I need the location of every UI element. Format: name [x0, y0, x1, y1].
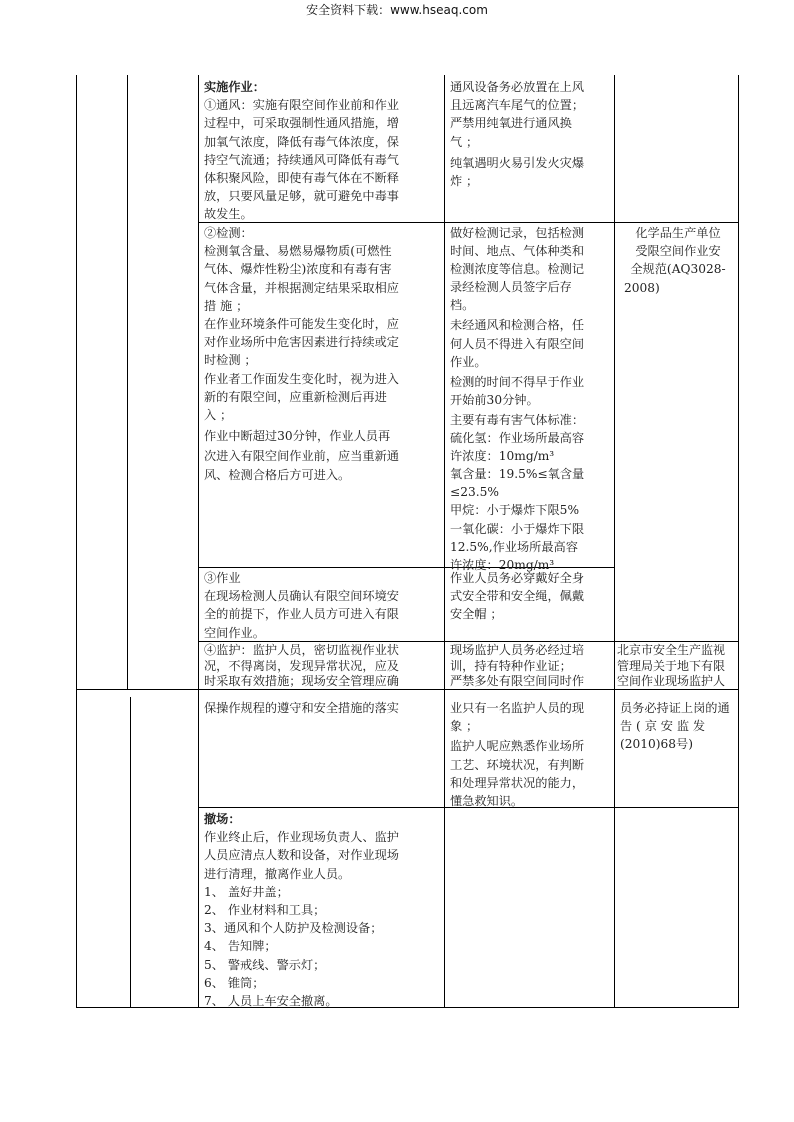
text-line: 检测的时间不得早于作业 — [450, 374, 585, 389]
text-line: 空间作业。 — [204, 625, 265, 640]
monitoring-basis-cont-cell — [620, 699, 736, 754]
text-line: 检测浓度等信息。检测记 — [450, 262, 585, 277]
text-line: 对作业场所中危害因素进行持续或定 — [204, 335, 399, 350]
grid-line — [130, 697, 131, 1008]
text-line: 时检测 ； — [204, 353, 257, 368]
text-line: 措 施 ； — [204, 298, 249, 313]
text-line: 监护人呢应熟悉作业场所 — [450, 739, 585, 754]
text-line: 作业中断超过30分钟，作业人员再 — [204, 429, 391, 444]
text-line: 在作业环境条件可能发生变化时，应 — [204, 317, 399, 332]
text-line: 作业。 — [450, 354, 487, 369]
operation-procedure-cell — [204, 569, 442, 642]
text-line: (2010)68号) — [620, 737, 693, 752]
monitoring-procedure-cont-cell — [204, 699, 442, 717]
text-line: 式安全带和安全绳，佩戴 — [450, 589, 585, 604]
text-line: 通风设备务必放置在上风 — [450, 80, 585, 94]
detection-requirements-cell — [450, 224, 612, 574]
text-line: 化学品生产单位 — [635, 226, 721, 240]
text-line: 时间、地点、气体种类和 — [450, 244, 585, 259]
text-line: 硫化氢：作业场所最高容 — [450, 431, 585, 446]
text-line: 全规范(AQ3028- — [630, 262, 726, 277]
text-line: 3、通风和个人防护及检测设备； — [204, 921, 383, 936]
text-line: 纯氧遇明火易引发火灾爆 — [450, 155, 585, 170]
monitoring-requirements-cell — [450, 643, 612, 689]
grid-line — [444, 689, 445, 1008]
text-line: ①通风：实施有限空间作业前和作业 — [204, 98, 399, 113]
text-line: 气 ； — [450, 134, 479, 149]
monitoring-basis-cell — [617, 643, 737, 689]
text-line: 训，持有特种作业证； — [450, 658, 572, 673]
grid-line — [76, 75, 77, 689]
grid-line — [127, 75, 128, 689]
text-line: 新的有限空间，应重新检测后再进 — [204, 389, 387, 404]
text-line: 在现场检测人员确认有限空间环境安 — [204, 589, 399, 604]
text-line: 检测氧含量、易燃易爆物质(可燃性 — [204, 244, 392, 259]
text-line: 进行清理，撤离作业人员。 — [204, 866, 351, 881]
text-line: 开始前30分钟。 — [450, 392, 539, 407]
grid-line — [444, 75, 445, 689]
text-line: 且远离汽车尾气的位置； — [450, 98, 585, 113]
text-line: 员务必持证上岗的通 — [620, 701, 730, 715]
monitoring-procedure-cell — [204, 643, 442, 689]
text-line: ④监护：监护人员，密切监视作业状 — [204, 643, 399, 657]
text-line: 全的前提下，作业人员方可进入有限 — [204, 607, 399, 622]
text-line: 录经检测人员签字后存 — [450, 280, 572, 295]
text-line: 2008) — [624, 280, 660, 295]
text-line: 体积聚风险，即使有毒气体在不断释 — [204, 171, 399, 186]
text-line: 时采取有效措施；现场安全管理应确 — [204, 674, 399, 688]
text-line: 炸 ； — [450, 174, 479, 189]
text-line: 许浓度：10mg/m³ — [450, 449, 555, 464]
text-line: 一氧化碳：小于爆炸下限 — [450, 521, 585, 536]
text-line: 懂急救知识。 — [450, 794, 524, 809]
grid-line — [76, 689, 739, 690]
grid-line — [614, 689, 615, 1008]
text-line: 管理局关于地下有限 — [617, 658, 726, 673]
text-line: 许浓度：20mg/m³ — [450, 557, 555, 572]
text-line: 2、 作业材料和工具； — [204, 903, 326, 918]
withdrawal-procedure-cell — [204, 810, 442, 1010]
text-line: 风、检测合格后方可进入。 — [204, 467, 351, 482]
ventilation-title: 实施作业： — [204, 80, 265, 94]
ventilation-requirements-cell — [450, 78, 612, 190]
text-line: 安全帽 ； — [450, 607, 503, 622]
text-line: 加氧气浓度，降低有毒气体浓度，保 — [204, 134, 399, 149]
text-line: 未经通风和检测合格，任 — [450, 318, 585, 333]
text-line: 气体、爆炸性粉尘)浓度和有毒有害 — [204, 262, 392, 277]
text-line: 工艺、环境状况，有判断 — [450, 757, 585, 772]
text-line: 4、 告知牌； — [204, 939, 277, 954]
page-header: 安全资料下载：www.hseaq.com — [306, 3, 488, 17]
withdrawal-title: 撤场： — [204, 812, 241, 826]
text-line: 故发生。 — [204, 207, 253, 222]
text-line: 和处理异常状况的能力， — [450, 775, 585, 790]
text-line: 持空气流通；持续通风可降低有毒气 — [204, 152, 399, 167]
operation-requirements-cell — [450, 569, 612, 624]
text-line: 何人员不得进入有限空间 — [450, 336, 585, 351]
text-line: 告 ( 京 安 监 发 — [620, 719, 706, 734]
text-line: 业只有一名监护人员的现 — [450, 701, 585, 715]
grid-line — [738, 75, 739, 689]
grid-line — [614, 75, 615, 689]
text-line: 人员应清点人数和设备，对作业现场 — [204, 848, 399, 863]
text-line: 5、 警戒线、警示灯； — [204, 957, 326, 972]
text-line: 现场监护人员务必经过培 — [450, 643, 585, 657]
text-line: 放，只要风量足够，就可避免中毒事 — [204, 189, 399, 204]
grid-line — [198, 75, 199, 689]
text-line: 档。 — [450, 298, 475, 313]
text-line: 空间作业现场监护人 — [617, 674, 726, 688]
text-line: 作业者工作面发生变化时，视为进入 — [204, 371, 399, 386]
detection-basis-cell — [620, 224, 736, 297]
text-line: 作业人员务必穿戴好全身 — [450, 571, 585, 585]
text-line: 12.5%,作业场所最高容 — [450, 539, 578, 554]
monitoring-requirements-cont-cell — [450, 699, 612, 810]
text-line: 严禁多处有限空间同时作 — [450, 674, 585, 688]
text-line: 况，不得离岗，发现异常状况，应及 — [204, 658, 399, 673]
text-line: 过程中，可采取强制性通风措施，增 — [204, 116, 399, 131]
text-line: 受限空间作业安 — [635, 244, 721, 259]
text-line: ③作业 — [204, 571, 241, 585]
text-line: 保操作规程的遵守和安全措施的落实 — [204, 701, 399, 715]
text-line: 1、 盖好井盖； — [204, 884, 289, 899]
text-line: 北京市安全生产监视 — [617, 643, 726, 657]
text-line: 甲烷：小于爆炸下限5% — [450, 503, 580, 518]
ventilation-procedure-cell — [204, 78, 442, 224]
text-line: 次进入有限空间作业前，应当重新通 — [204, 449, 399, 464]
text-line: 6、 锥筒； — [204, 975, 265, 990]
grid-line — [198, 689, 199, 1008]
text-line: 入 ； — [204, 408, 233, 423]
text-line: 主要有毒有害气体标准： — [450, 412, 585, 427]
text-line: 作业终止后，作业现场负责人、监护 — [204, 830, 399, 845]
text-line: ②检测： — [204, 226, 253, 240]
text-line: 7、 人员上车安全撤离。 — [204, 994, 338, 1009]
text-line: 氧含量：19.5%≤氧含量 — [450, 467, 585, 482]
text-line: ≤23.5% — [450, 485, 499, 500]
grid-line — [738, 689, 739, 1008]
text-line: 气体含量，并根据测定结果采取相应 — [204, 280, 399, 295]
grid-line — [76, 689, 77, 1008]
text-line: 象 ； — [450, 719, 479, 734]
text-line: 做好检测记录，包括检测 — [450, 226, 585, 240]
detection-procedure-cell — [204, 224, 442, 484]
text-line: 严禁用纯氧进行通风换 — [450, 116, 572, 131]
